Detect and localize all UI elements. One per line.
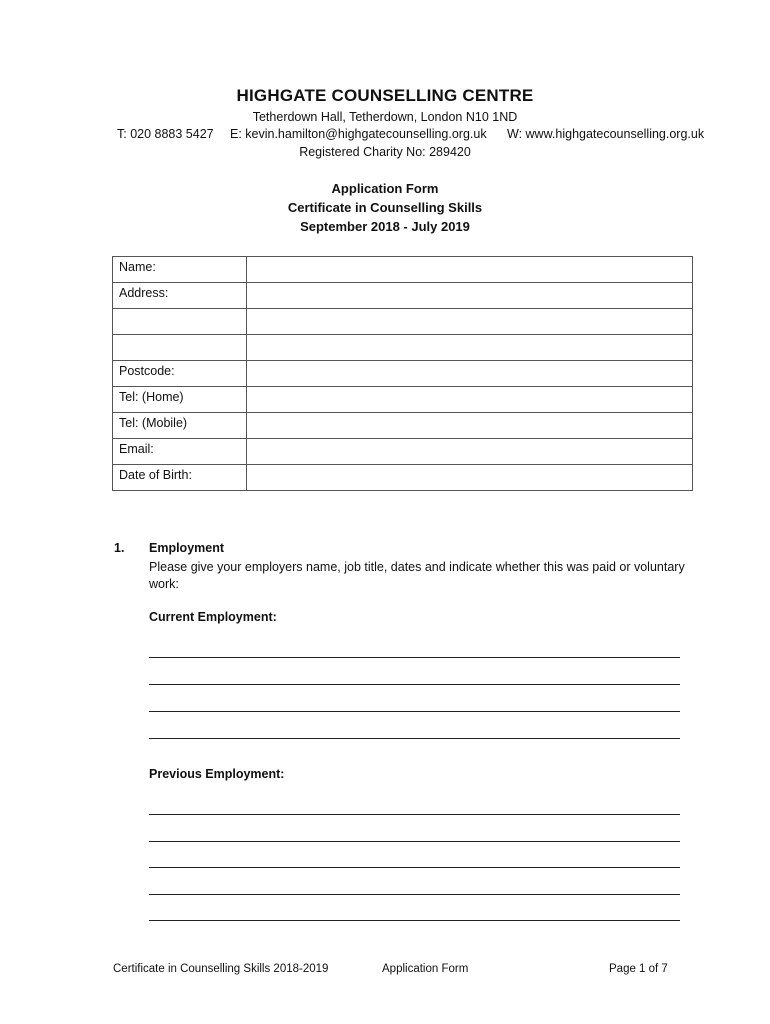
details-row-address-3 [113, 335, 693, 361]
form-title: Application Form [331, 181, 439, 196]
course-title: Certificate in Counselling Skills [287, 200, 483, 215]
current-employment-heading: Current Employment: [149, 610, 277, 624]
details-row-email [113, 439, 693, 465]
postcode-field[interactable] [246, 361, 692, 387]
previous-employment-line[interactable] [149, 920, 680, 921]
details-row-name [113, 257, 693, 283]
details-row-address [113, 283, 693, 309]
current-employment-line[interactable] [149, 684, 680, 685]
previous-employment-heading: Previous Employment: [149, 767, 285, 781]
details-row-tel-home [113, 387, 693, 413]
address-blank-label-2 [113, 309, 247, 335]
previous-employment-line[interactable] [149, 894, 680, 895]
charity-number: Registered Charity No: 289420 [299, 145, 471, 159]
current-employment-line[interactable] [149, 711, 680, 712]
tel-home-field[interactable] [246, 387, 692, 413]
tel-home-label: Tel: (Home) [113, 387, 247, 413]
address-label: Address: [113, 283, 247, 309]
footer-course: Certificate in Counselling Skills 2018-2019 [113, 963, 329, 975]
name-label: Name: [113, 257, 247, 283]
contact-website: W: www.highgatecounselling.org.uk [507, 127, 705, 141]
previous-employment-line[interactable] [149, 814, 680, 815]
personal-details-table [112, 256, 693, 491]
previous-employment-line[interactable] [149, 841, 680, 842]
email-label: Email: [113, 439, 247, 465]
date-of-birth-field[interactable] [246, 465, 692, 491]
address-blank-label-3 [113, 335, 247, 361]
course-dates: September 2018 - July 2019 [300, 219, 470, 234]
details-row-postcode [113, 361, 693, 387]
previous-employment-line[interactable] [149, 867, 680, 868]
footer-document: Application Form [382, 963, 469, 975]
address-field-line-3[interactable] [246, 335, 692, 361]
date-of-birth-label: Date of Birth: [113, 465, 247, 491]
current-employment-line[interactable] [149, 657, 680, 658]
contact-phone: T: 020 8883 5427 [117, 127, 214, 141]
section-title: Employment [149, 541, 225, 555]
address-field-line-2[interactable] [246, 309, 692, 335]
details-row-dob [113, 465, 693, 491]
details-row-tel-mobile [113, 413, 693, 439]
details-row-address-2 [113, 309, 693, 335]
tel-mobile-field[interactable] [246, 413, 692, 439]
name-field[interactable] [246, 257, 692, 283]
organisation-name: HIGHGATE COUNSELLING CENTRE [236, 86, 534, 105]
organisation-address: Tetherdown Hall, Tetherdown, London N10 1ND [252, 110, 518, 124]
tel-mobile-label: Tel: (Mobile) [113, 413, 247, 439]
section-number: 1. [114, 541, 125, 555]
contact-email: E: kevin.hamilton@highgatecounselling.org.uk [230, 127, 487, 141]
email-field[interactable] [246, 439, 692, 465]
section-instructions: Please give your employers name, job title, dates and indicate whether this was paid or voluntary work: [149, 560, 685, 591]
postcode-label: Postcode: [113, 361, 247, 387]
current-employment-line[interactable] [149, 738, 680, 739]
footer-page-number: Page 1 of 7 [609, 963, 668, 975]
address-field-line-1[interactable] [246, 283, 692, 309]
